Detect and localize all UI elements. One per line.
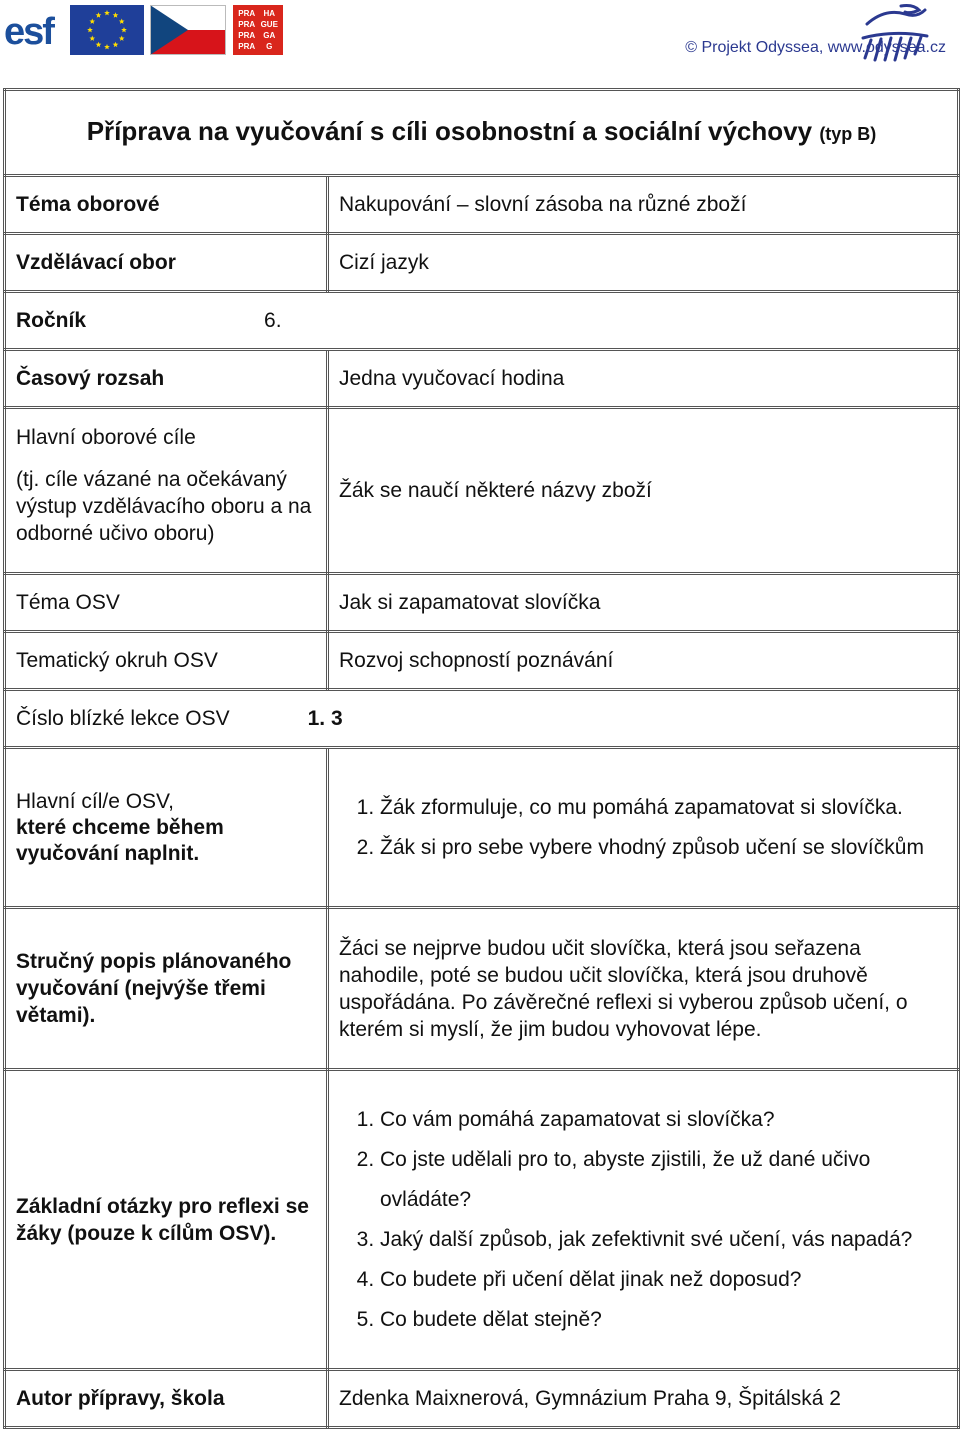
- praha-logo-text: G: [266, 42, 273, 52]
- label-cislo-lekce: Číslo blízké lekce OSV: [16, 707, 230, 730]
- esf-logo: [4, 5, 64, 55]
- odyssea-ship-logo: [855, 2, 933, 68]
- value-hlavni-cile: Žák se naučí některé názvy zboží: [328, 408, 959, 574]
- eu-star-icon: [87, 27, 93, 32]
- title-main: Příprava na vyučování s cíli osobnostní a sociální výchovy: [86, 115, 813, 146]
- eu-star-icon: [119, 36, 125, 41]
- praha-logo-text: PRA: [238, 19, 256, 29]
- list-item: 2. Žák si pro sebe vybere vhodný způsob učení se slovíčkům: [380, 828, 947, 868]
- label-hlavni-cil-osv-cell: [5, 748, 328, 908]
- label-casovy-rozsah: Časový rozsah: [5, 350, 328, 408]
- row-tema-oborove: [5, 176, 959, 234]
- header-logos: [0, 0, 960, 80]
- row-rocnik: [5, 292, 959, 350]
- list-item: 1. Žák zformuluje, co mu pomáhá zapamatovat si slovíčka.: [380, 788, 947, 828]
- eu-star-icon: [104, 10, 110, 15]
- value-rocnik: 6.: [264, 309, 282, 332]
- row-tema-osv: [5, 574, 959, 632]
- value-hlavni-cil-osv: [328, 748, 959, 908]
- page-title: [5, 90, 959, 176]
- label-zakladni-otazky: Základní otázky pro reflexi se žáky (pouze k cílům OSV).: [5, 1070, 328, 1370]
- cislo-lekce-cell: [5, 690, 959, 748]
- eu-star-icon: [119, 19, 125, 24]
- value-zakladni-otazky: [328, 1070, 959, 1370]
- value-tematicky-okruh: Rozvoj schopností poznávání: [328, 632, 959, 690]
- label-hlavni-cile-sub: (tj. cíle vázané na očekávaný výstup vzdělávacího oboru a na odborné učivo oboru): [16, 468, 312, 545]
- label-tema-oborove: Téma oborové: [5, 176, 328, 234]
- row-strucny-popis: [5, 908, 959, 1070]
- title-suffix: (typ B): [819, 123, 877, 144]
- value-tema-oborove: Nakupování – slovní zásoba na různé zboží: [328, 176, 959, 234]
- label-autor: Autor přípravy, škola: [5, 1370, 328, 1428]
- list-item: 4. Co budete při učení dělat jinak než doposud?: [380, 1260, 947, 1300]
- label-tematicky-okruh: Tematický okruh OSV: [5, 632, 328, 690]
- list-item: 1. Co vám pomáhá zapamatovat si slovíčka?: [380, 1100, 947, 1140]
- praha-logo-text: PRA: [238, 8, 256, 18]
- title-row: [5, 90, 959, 176]
- value-strucny-popis: Žáci se nejprve budou učit slovíčka, která jsou seřazena nahodile, poté se budou učit slovíčka, která jsou druhově uspořádána. Po závěrečné reflexi si vyberou způsob učení, o kterém si myslí, že jim budou vyhovovat lépe.: [328, 908, 959, 1070]
- lesson-plan-table: [3, 88, 960, 1429]
- list-item: 2. Co jste udělali pro to, abyste zjistili, že už dané učivo ovládáte?: [380, 1140, 947, 1220]
- praha-logo-text: PRA: [238, 31, 256, 41]
- row-autor: [5, 1370, 959, 1428]
- eu-star-icon: [113, 12, 119, 17]
- label-hlavni-cile-cell: [5, 408, 328, 574]
- project-credit[interactable]: © Projekt Odyssea, www.odyssea.cz: [685, 39, 946, 56]
- eu-star-icon: [121, 27, 127, 32]
- eu-star-icon: [96, 12, 102, 17]
- list-item: 3. Jaký další způsob, jak zefektivnit své učení, vás napadá?: [380, 1220, 947, 1260]
- czech-flag-logo: [150, 5, 226, 55]
- label-tema-osv: Téma OSV: [5, 574, 328, 632]
- value-tema-osv: Jak si zapamatovat slovíčka: [328, 574, 959, 632]
- value-autor: Zdenka Maixnerová, Gymnázium Praha 9, Špitálská 2: [328, 1370, 959, 1428]
- label-rocnik: Ročník: [16, 309, 87, 332]
- row-hlavni-cile: [5, 408, 959, 574]
- praha-logo-text: GUE: [260, 19, 278, 29]
- value-vzdelavaci-obor: Cizí jazyk: [328, 234, 959, 292]
- eu-stars-icon: [70, 5, 144, 55]
- row-casovy-rozsah: [5, 350, 959, 408]
- praha-logo-text: HA: [263, 8, 276, 18]
- value-casovy-rozsah: Jedna vyučovací hodina: [328, 350, 959, 408]
- list-item: 5. Co budete dělat stejně?: [380, 1300, 947, 1340]
- osv-goals-list: [339, 788, 947, 868]
- rocnik-cell: [5, 292, 959, 350]
- praha-logo-text: GA: [263, 31, 276, 41]
- label-vzdelavaci-obor: Vzdělávací obor: [5, 234, 328, 292]
- label-hlavni-cile: Hlavní oborové cíle: [16, 426, 196, 449]
- value-cislo-lekce: 1. 3: [307, 707, 343, 730]
- esf-logo-text: esf: [4, 11, 53, 53]
- row-tematicky-okruh: [5, 632, 959, 690]
- praha-logo-text: PRA: [238, 42, 256, 52]
- eu-star-icon: [104, 44, 110, 49]
- eu-star-icon: [89, 19, 95, 24]
- eu-flag-logo: [70, 5, 144, 55]
- eu-star-icon: [96, 42, 102, 47]
- label-hlavni-cil-osv-b: které chceme během vyučování naplnit.: [16, 815, 224, 865]
- row-vzdelavaci-obor: [5, 234, 959, 292]
- label-strucny-popis: Stručný popis plánovaného vyučování (nejvýše třemi větami).: [5, 908, 328, 1070]
- eu-star-icon: [113, 42, 119, 47]
- row-cislo-lekce: [5, 690, 959, 748]
- label-hlavni-cil-osv-a: Hlavní cíl/e OSV,: [16, 789, 174, 813]
- eu-star-icon: [89, 36, 95, 41]
- praha-logo: [233, 5, 283, 55]
- reflection-questions-list: [339, 1100, 947, 1340]
- row-zakladni-otazky: [5, 1070, 959, 1370]
- row-hlavni-cil-osv: [5, 748, 959, 908]
